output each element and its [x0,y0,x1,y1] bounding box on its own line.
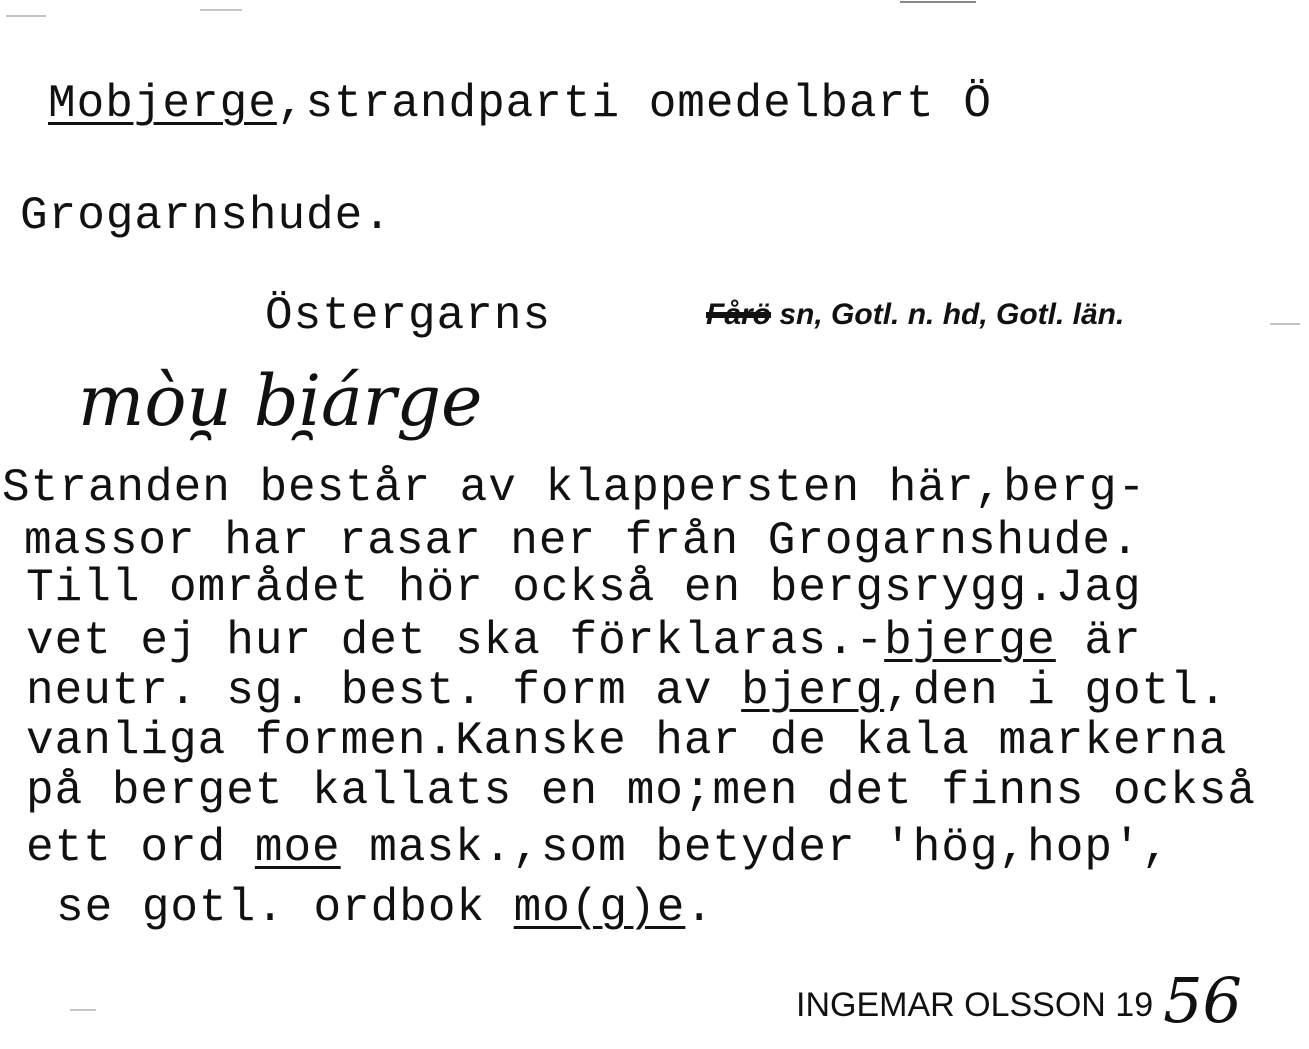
body-line-3: Till området hör också en bergsrygg.Jag [26,562,1142,614]
word-moge: mo(g)e [513,882,686,934]
body-line-5-a: neutr. sg. best. form av [26,665,742,717]
body-line-4-a: vet ej hur det ska förklaras.- [26,615,885,667]
body-line-2: massor har rasar ner från Grogarnshude. [24,515,1140,567]
body-line-1: Stranden består av klappersten här,berg- [2,462,1147,514]
body-line-7: på berget kallats en mo;men det finns också [26,765,1256,817]
body-line-6: vanliga formen.Kanske har de kala markerna [26,715,1228,767]
place-description-line2: Grogarnshude. [20,190,392,242]
handwritten-pronunciation: mòu̯ bi̯árge [78,360,483,442]
word-bjerg: bjerg [741,665,885,717]
signature-name: INGEMAR OLSSON 19 [796,986,1154,1024]
place-name: Mobjerge [48,78,277,130]
place-description: ,strandparti omedelbart Ö [276,78,992,130]
body-line-4-c: är [1055,615,1142,667]
body-line-9-c: . [685,882,714,934]
body-line-8-c: mask.,som betyder 'hög,hop', [340,822,1171,874]
body-line-5-c: ,den i gotl. [884,665,1228,717]
admin-location: sn, Gotl. n. hd, Gotl. län. [779,298,1125,331]
parish-name: Östergarns [265,290,552,342]
word-bjerge: bjerge [884,615,1056,667]
body-line-9-a: se gotl. ordbok [56,882,514,934]
word-moe: moe [254,822,341,874]
body-line-8-a: ett ord [26,822,255,874]
struck-parish: Fårö [706,298,772,331]
signature-year: 56 [1163,964,1243,1037]
